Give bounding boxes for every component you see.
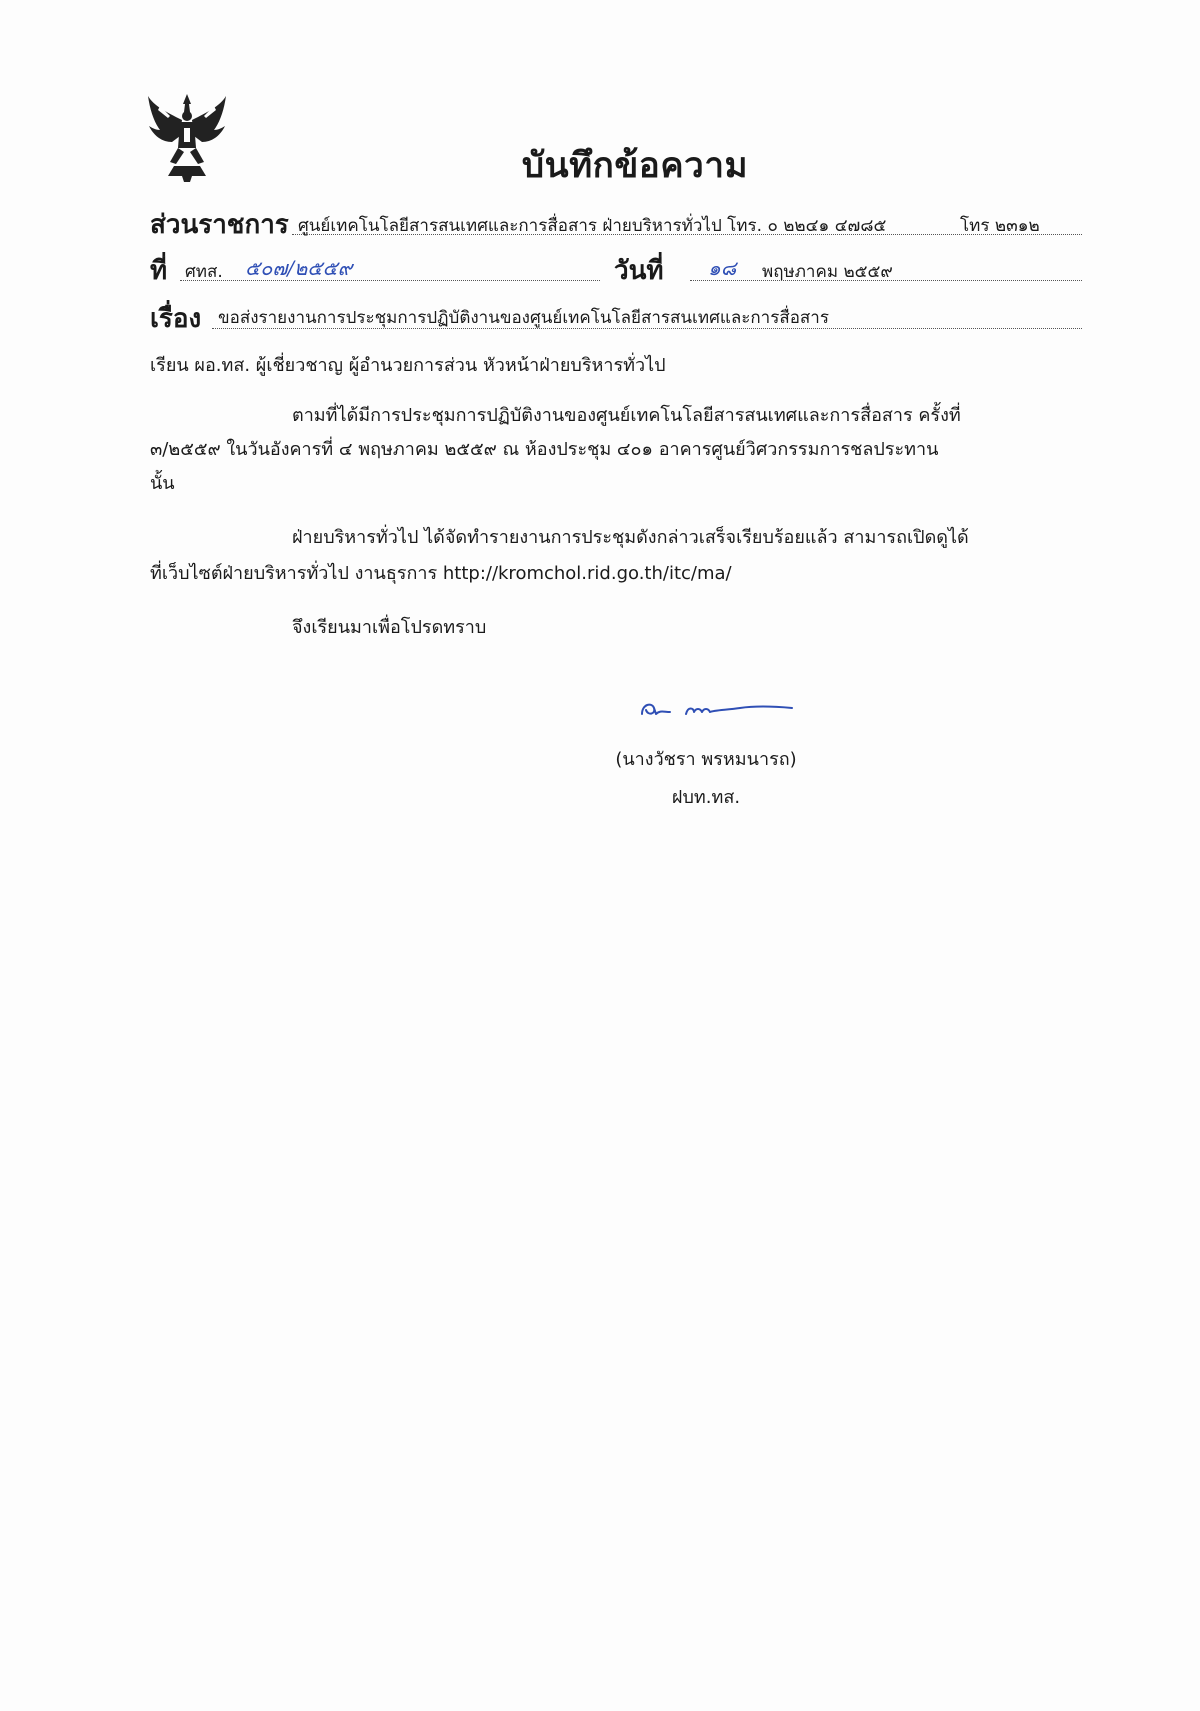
subject-value: ขอส่งรายงานการประชุมการปฏิบัติงานของศูนย์เทคโนโลยีสารสนเทศและการสื่อสาร xyxy=(218,308,829,328)
paragraph-2-line-1: ฝ่ายบริหารทั่วไป ได้จัดทำรายงานการประชุมดังกล่าวเสร็จเรียบร้อยแล้ว สามารถเปิดดูได้ xyxy=(292,527,969,548)
ref-label: ที่ xyxy=(150,256,168,286)
date-label: วันที่ xyxy=(614,256,664,286)
ref-prefix: ศทส. xyxy=(185,262,223,282)
extension-value: โทร ๒๓๑๒ xyxy=(960,216,1040,236)
closing: จึงเรียนมาเพื่อโปรดทราบ xyxy=(292,617,487,638)
subject-label: เรื่อง xyxy=(150,304,202,334)
paragraph-2-line-2: ที่เว็บไซต์ฝ่ายบริหารทั่วไป งานธุรการ http://kromchol.rid.go.th/itc/ma/ xyxy=(150,563,732,584)
paragraph-1-line-3: นั้น xyxy=(150,473,175,494)
paragraph-1-line-1: ตามที่ได้มีการประชุมการปฏิบัติงานของศูนย์เทคโนโลยีสารสนเทศและการสื่อสาร ครั้งที่ xyxy=(292,405,961,426)
ref-number-handwritten: ๕๐๗/๒๕๕๙ xyxy=(245,256,353,280)
date-month-year: พฤษภาคม ๒๕๕๙ xyxy=(762,262,893,282)
signatory-position: ฝบท.ทส. xyxy=(671,787,741,808)
date-day-handwritten: ๑๘ xyxy=(708,256,737,280)
subject-dotline xyxy=(212,328,1082,329)
department-value: ศูนย์เทคโนโลยีสารสนเทศและการสื่อสาร ฝ่ายบริหารทั่วไป โทร. ๐ ๒๒๔๑ ๔๗๘๕ xyxy=(298,216,887,236)
signature-mark xyxy=(636,696,796,726)
salutation: เรียน ผอ.ทส. ผู้เชี่ยวชาญ ผู้อำนวยการส่วน หัวหน้าฝ่ายบริหารทั่วไป xyxy=(150,355,666,376)
ref-dotline xyxy=(180,280,600,281)
date-dotline xyxy=(690,280,1082,281)
paragraph-1-line-2: ๓/๒๕๕๙ ในวันอังคารที่ ๔ พฤษภาคม ๒๕๕๙ ณ ห้องประชุม ๔๐๑ อาคารศูนย์วิศวกรรมการชลประทาน xyxy=(150,439,939,460)
department-label: ส่วนราชการ xyxy=(150,210,289,240)
memo-title: บันทึกข้อความ xyxy=(521,146,749,186)
department-dotline xyxy=(292,234,1082,235)
signatory-name: (นางวัชรา พรหมนารถ) xyxy=(615,749,797,770)
